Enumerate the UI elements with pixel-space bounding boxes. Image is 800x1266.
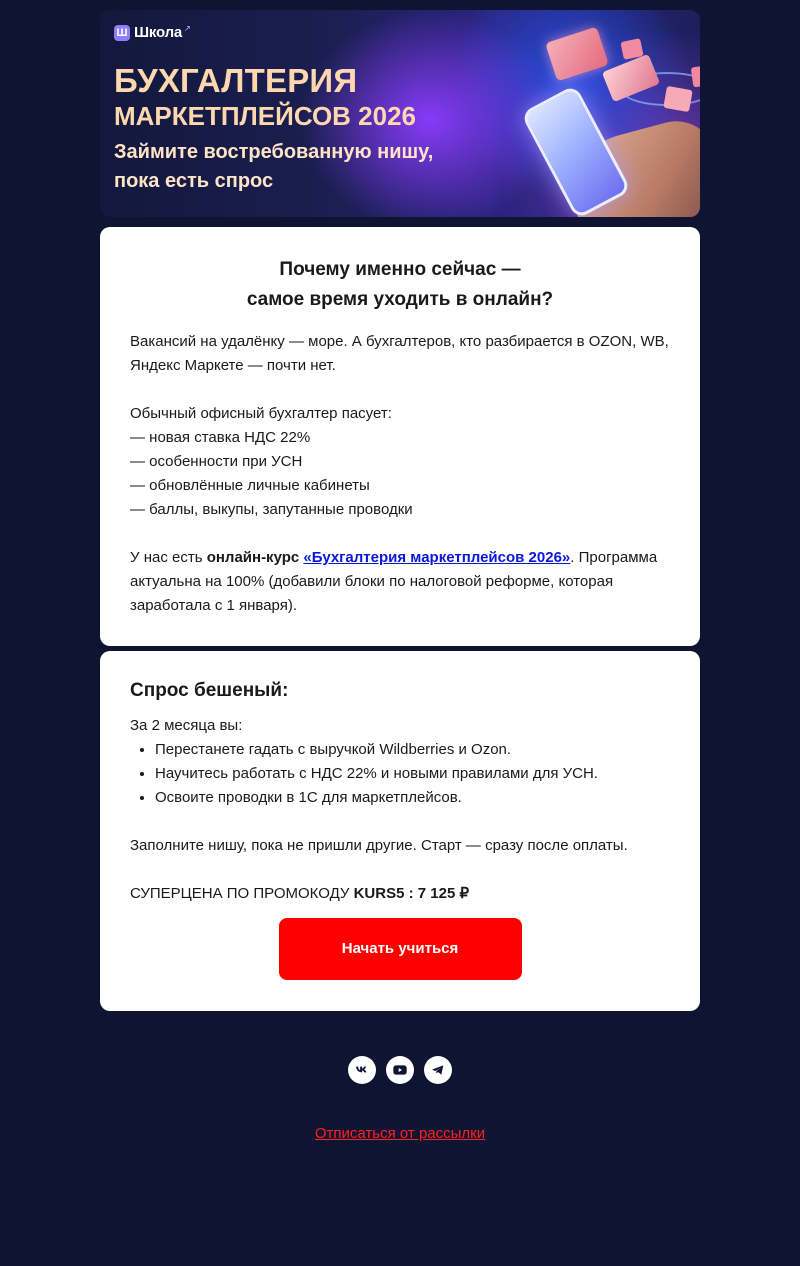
why-now-card [100,227,700,646]
online-course-label: онлайн-курс [206,549,300,566]
banner-title-line2: МАРКЕТПЛЕЙСОВ 2026 [114,101,417,131]
benefit-item: • Научитесь работать с НДС 22% и новыми правилами для УСН. [155,762,670,786]
promo-code-price: KURS5 : 7 125 ₽ [353,885,470,902]
cta-wrapper [130,918,670,980]
social-links [100,1056,700,1084]
promo-prefix: СУПЕРЦЕНА ПО ПРОМОКОДУ [130,885,354,902]
course-prefix: У нас есть [130,549,207,566]
promo-line [130,882,670,906]
benefit-item: • Освоите проводки в 1С для маркетплейсов. [155,786,670,810]
logo-text: Школа [134,24,183,41]
demand-card [100,651,700,1011]
gift-box-icon [663,86,692,112]
telegram-icon[interactable] [424,1056,452,1084]
two-months-intro: За 2 месяца вы: [130,717,243,734]
problem-item: — обновлённые личные кабинеты [130,477,370,494]
banner-subtitle: Займите востребованную нишу, пока есть спрос [114,141,434,192]
why-now-title-line1: Почему именно сейчас — [279,259,521,280]
vacancies-paragraph: Вакансий на удалёнку — море. А бухгалтеров, кто разбирается в OZON, WB, Яндекс Маркете — почти нет. [130,333,669,374]
email-container [100,0,700,1142]
banner-title: БУХГАЛТЕРИЯ [114,62,358,99]
unsubscribe-link[interactable]: Отписаться от рассылки [314,1125,486,1142]
course-link[interactable]: «Бухгалтерия маркетплейсов 2026» [303,549,571,566]
problem-item: — баллы, выкупы, запутанные проводки [130,501,413,518]
school-logo [114,24,191,41]
tablet-illustration [545,27,609,82]
benefit-item: • Перестанете гадать с выручкой Wildberries и Ozon. [155,738,670,762]
why-now-title [130,255,670,315]
fill-niche-paragraph: Заполните нишу, пока не пришли другие. Старт — сразу после оплаты. [130,837,628,854]
vk-icon[interactable] [348,1056,376,1084]
hero-banner[interactable] [100,10,700,217]
course-paragraph [130,546,670,618]
benefits-list [130,738,670,810]
start-learning-button[interactable]: Начать учиться [279,918,522,980]
logo-badge-icon: Ш [114,25,130,41]
why-now-title-line2: самое время уходить в онлайн? [246,289,554,310]
problem-item: — новая ставка НДС 22% [130,429,311,446]
external-link-icon: ↗ [184,24,191,33]
course-rest: . Программа актуальна на 100% (добавили блоки по налоговой реформе, которая заработала с 1 января). [130,549,658,614]
demand-heading: Спрос бешеный: [130,680,289,701]
problem-item: — особенности при УСН [130,453,303,470]
office-accountant-lead: Обычный офисный бухгалтер пасует: [130,405,392,422]
unsubscribe-section [100,1125,700,1142]
youtube-icon[interactable] [386,1056,414,1084]
gift-box-icon [691,65,700,88]
